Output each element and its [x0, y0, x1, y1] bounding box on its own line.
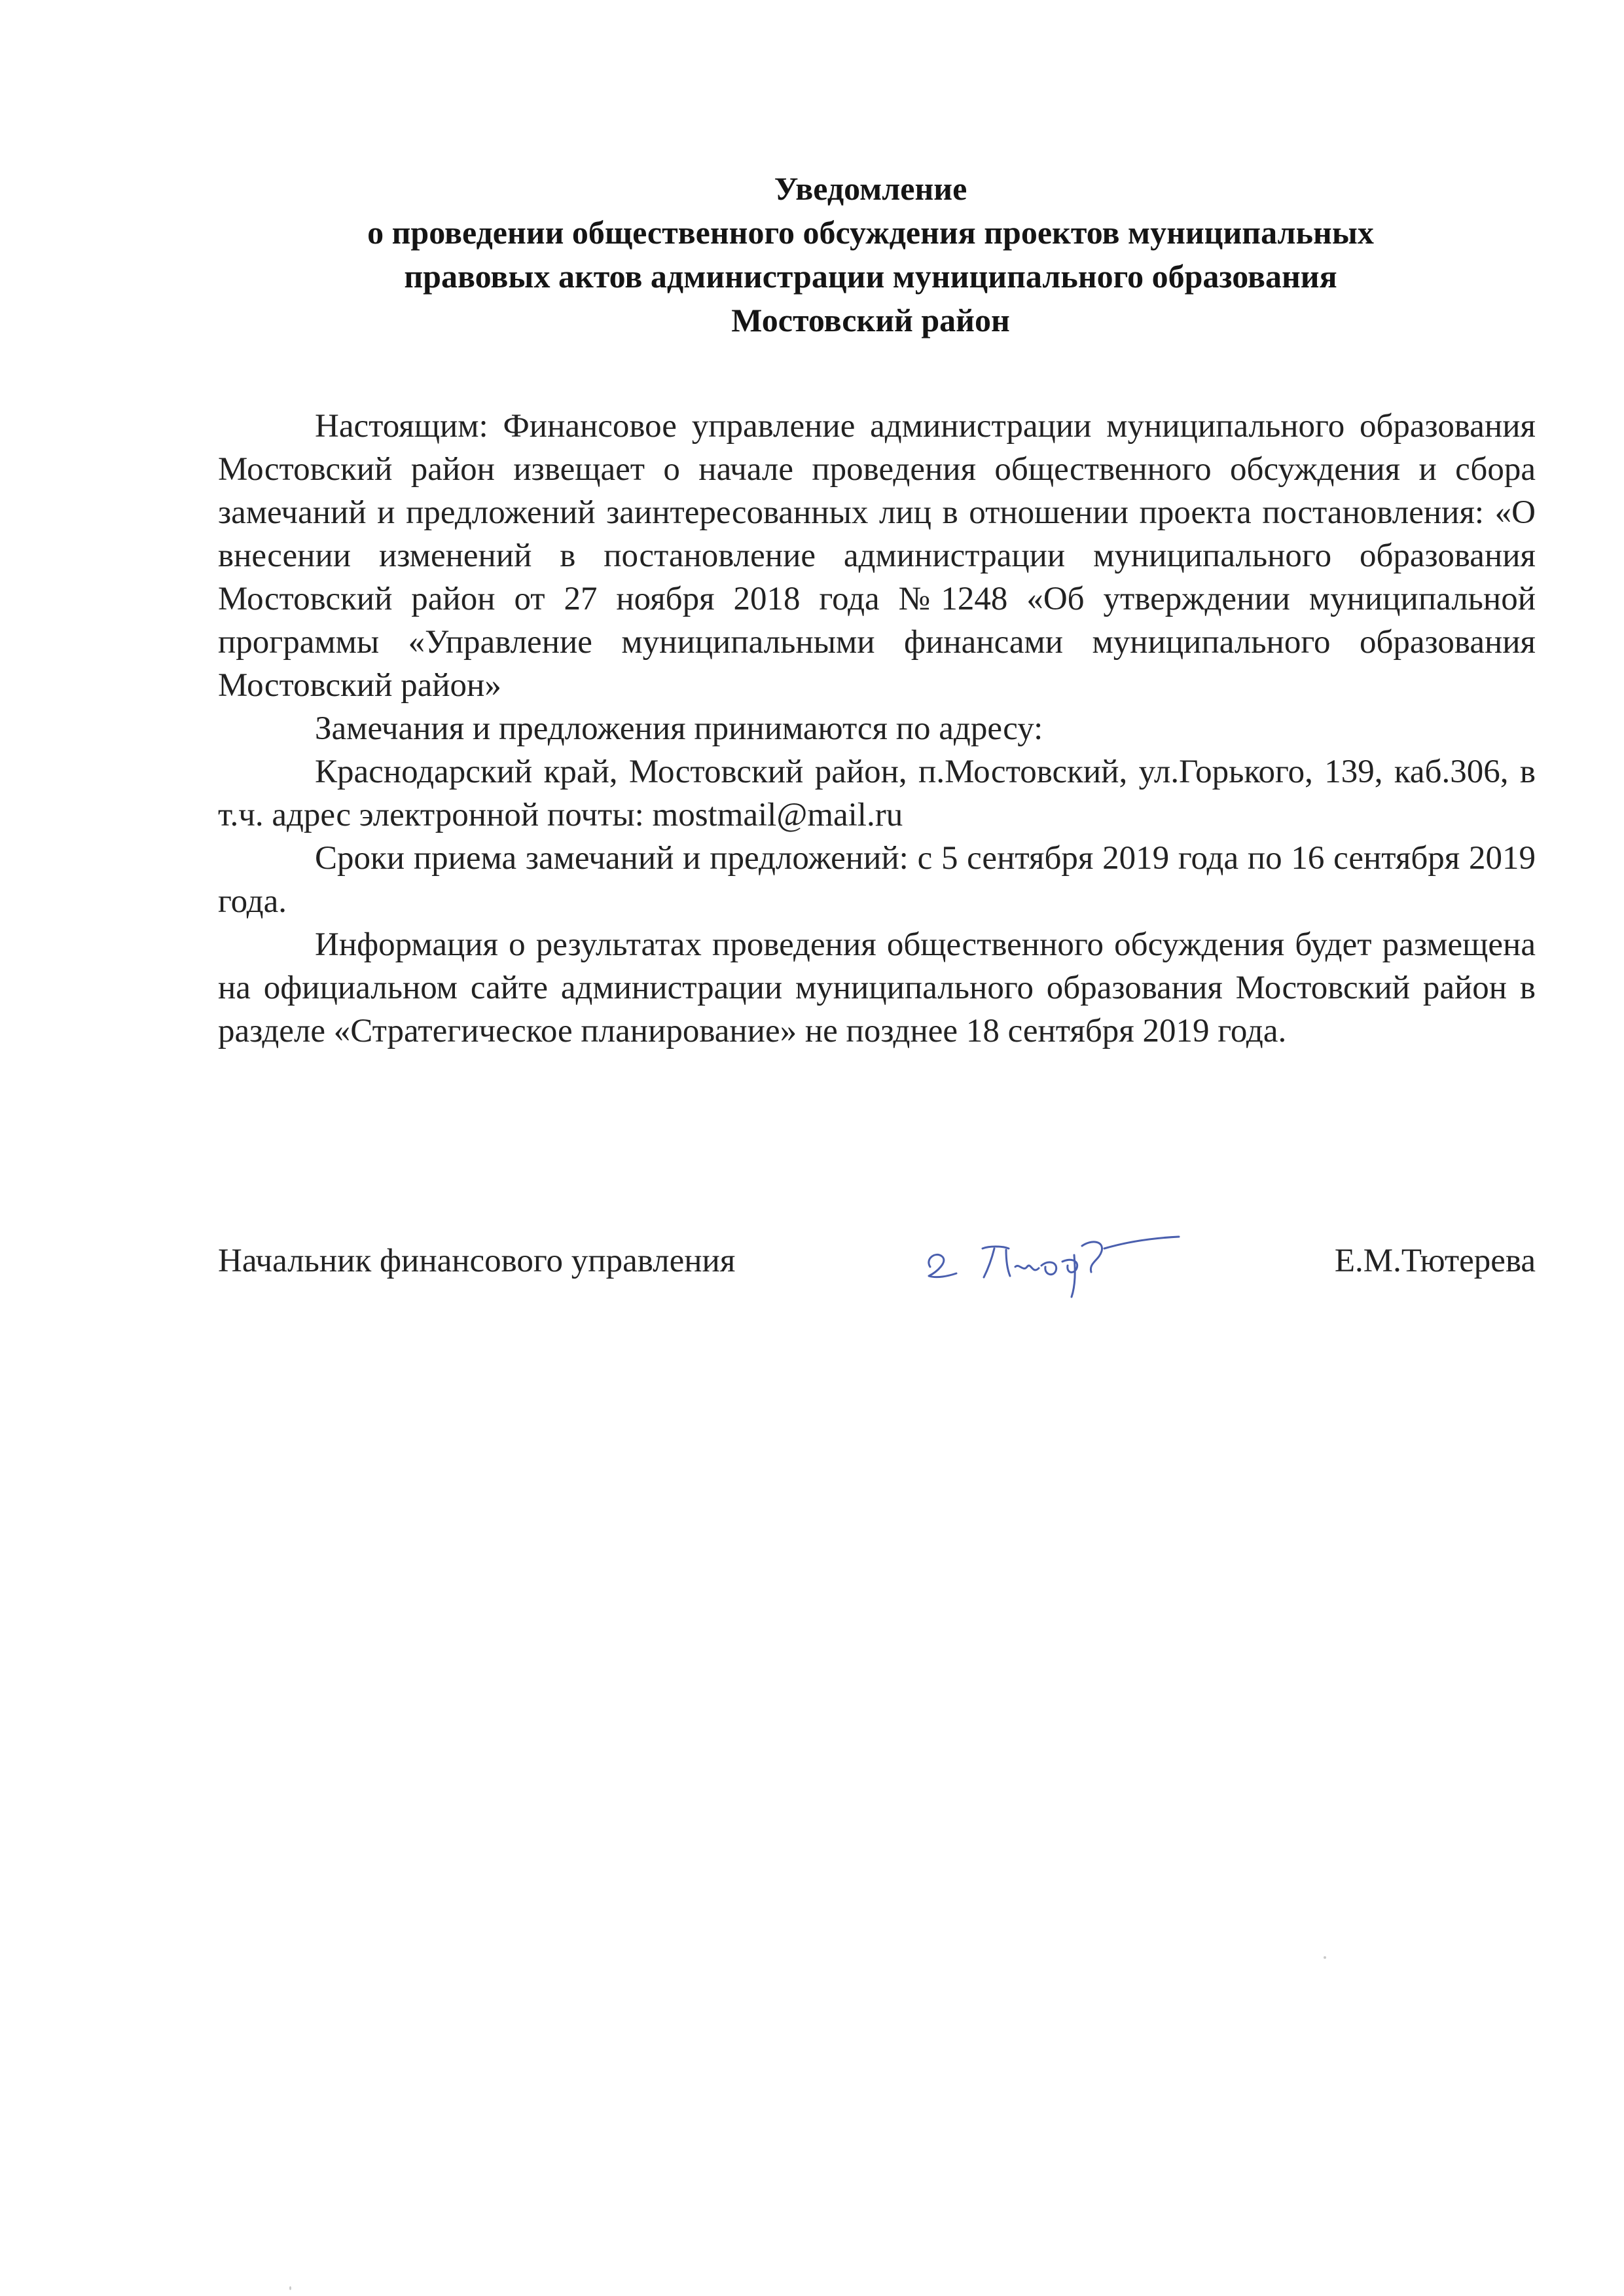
- title-line-district: Мостовский район: [731, 302, 1010, 338]
- paragraph-deadline: Сроки приема замечаний и предложений: с 5 сентября 2019 года по 16 сентября 2019 года.: [218, 840, 1536, 920]
- scan-speck: [289, 2286, 291, 2290]
- title-line-subject: о проведении общественного обсуждения проектов муниципальных: [367, 214, 1374, 251]
- title-line-heading: Уведомление: [774, 170, 967, 207]
- handwritten-signature: [911, 1220, 1185, 1305]
- document-title: [216, 167, 1525, 342]
- paragraph-results-info: Информация о результатах проведения общественного обсуждения будет размещена на официальном сайте администрации муниципального образования Мостовский район в разделе «Стратегическое планирование» не позднее 18 сентября 2019 года.: [218, 926, 1536, 1049]
- paragraph-address-intro: Замечания и предложения принимаются по адресу:: [315, 710, 1043, 747]
- document-body: [218, 405, 1536, 1053]
- paragraph-address: Краснодарский край, Мостовский район, п.Мостовский, ул.Горького, 139, каб.306, в т.ч. адрес электронной почты: mostmail@mail.ru: [218, 754, 1536, 833]
- signatory-name: Е.М.Тютерева: [1334, 1243, 1536, 1279]
- signatory-position: Начальник финансового управления: [218, 1243, 736, 1279]
- paragraph-announcement: Настоящим: Финансовое управление администрации муниципального образования Мостовский район извещает о начале проведения общественного обсуждения и сбора замечаний и предложений заинтересованных лиц в отношении проекта постановления: «О внесении изменений в постановление администрации муниципального образования Мостовский район от 27 ноября 2018 года №1248 «Об утверждении муниципальной программы «Управление муниципальными финансами муниципального образования Мостовский район»: [218, 408, 1536, 704]
- title-line-subject-continued: правовых актов администрации муниципального образования: [404, 258, 1337, 295]
- scan-speck: [1324, 1956, 1326, 1959]
- signature-block: [218, 1239, 1536, 1311]
